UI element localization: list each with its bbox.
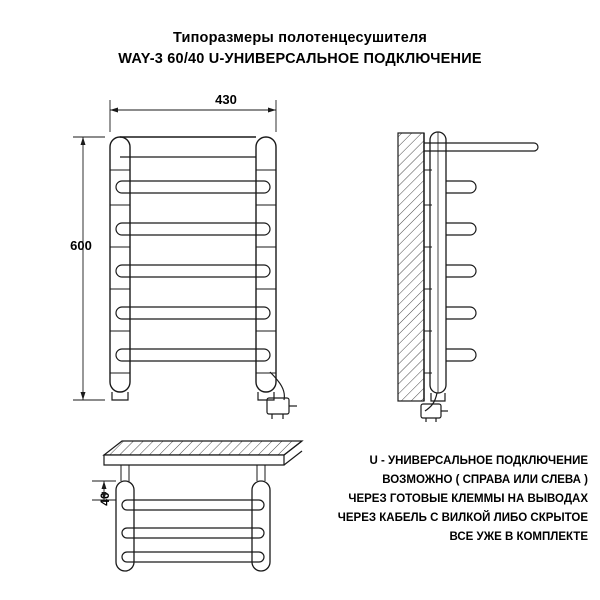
dimension-depth-label: 40 bbox=[98, 492, 112, 506]
note-line-1: U - УНИВЕРСАЛЬНОЕ ПОДКЛЮЧЕНИЕ bbox=[369, 455, 588, 467]
notes-block bbox=[316, 452, 588, 547]
top-view bbox=[92, 441, 302, 571]
side-view bbox=[398, 132, 538, 422]
note-line-5: ВСЕ УЖЕ В КОМПЛЕКТЕ bbox=[449, 531, 588, 543]
note-line-4: ЧЕРЕЗ КАБЕЛЬ С ВИЛКОЙ ЛИБО СКРЫТОЕ bbox=[337, 512, 588, 524]
note-line-2: ВОЗМОЖНО ( СПРАВА ИЛИ СЛЕВА ) bbox=[382, 474, 588, 486]
dimension-height-label: 600 bbox=[70, 238, 92, 253]
title-line-2: WAY-3 60/40 U-УНИВЕРСАЛЬНОЕ ПОДКЛЮЧЕНИЕ bbox=[118, 51, 482, 67]
dimension-width-label: 430 bbox=[215, 92, 237, 107]
front-view bbox=[73, 100, 297, 419]
note-line-3: ЧЕРЕЗ ГОТОВЫЕ КЛЕММЫ НА ВЫВОДАХ bbox=[348, 493, 588, 505]
title-line-1: Типоразмеры полотенцесушителя bbox=[172, 30, 428, 46]
